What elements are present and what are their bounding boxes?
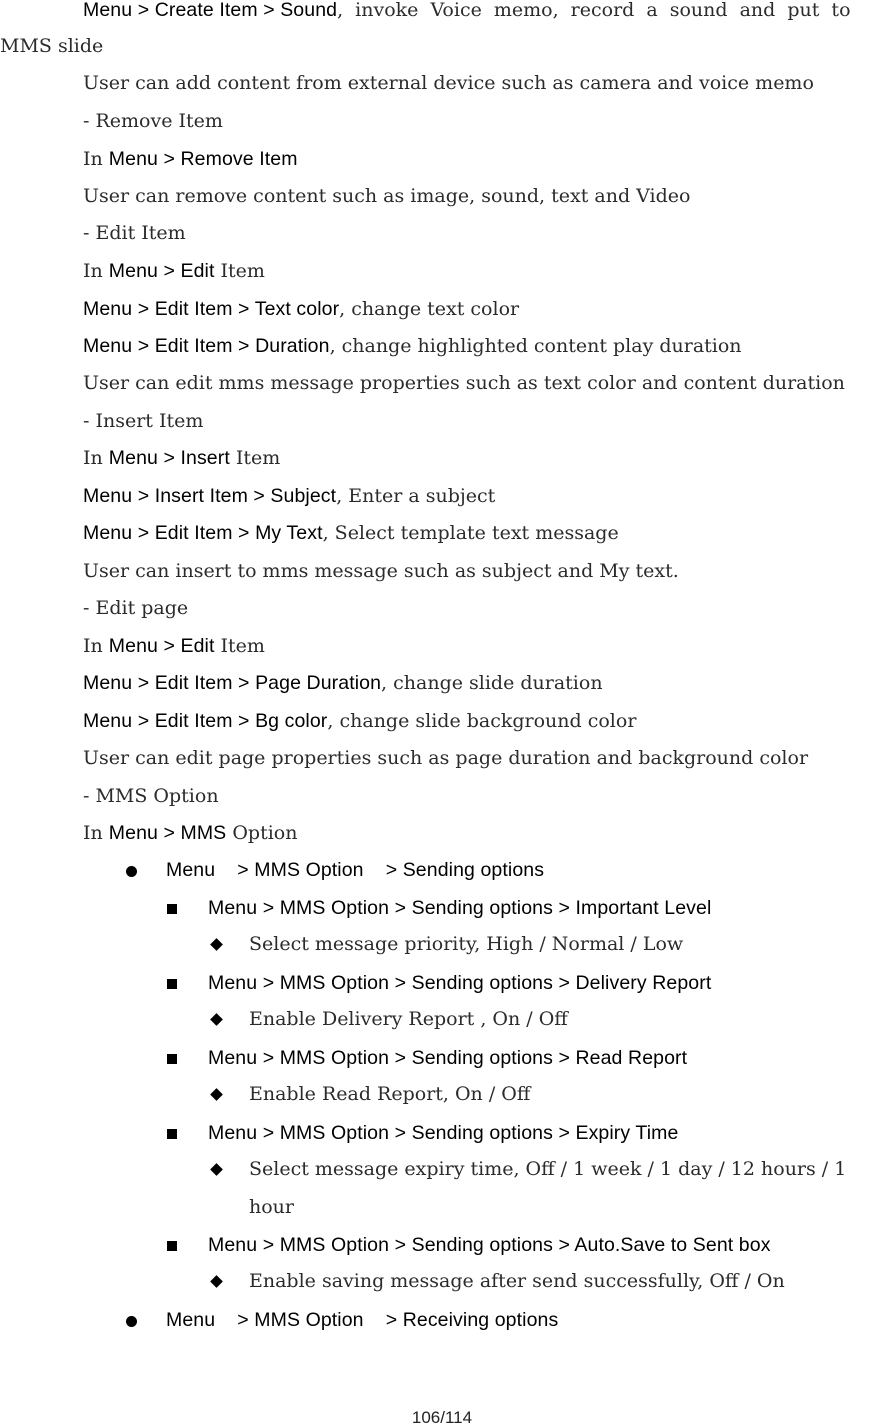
- menu-path: Menu > Edit: [108, 260, 215, 282]
- section-heading: - Edit Item: [83, 222, 186, 244]
- section-heading: - MMS Option: [83, 785, 219, 807]
- line-text: In: [83, 148, 109, 170]
- outline-item-desc: Select message expiry time, Off / 1 week / 1 day / 12 hours / 1: [249, 1158, 847, 1180]
- menu-path: Menu > Edit Item > Bg color: [83, 710, 328, 732]
- text-line: MMS slide: [0, 35, 104, 57]
- line-text: , Enter a subject: [336, 485, 496, 507]
- bullet-diamond-icon: [210, 1088, 223, 1101]
- text-line: User can insert to mms message such as subject and My text.: [83, 560, 679, 582]
- outline-item-title: Menu > MMS Option > Sending options > Delivery Report: [208, 972, 712, 994]
- text-line: User can edit page properties such as page duration and background color: [83, 747, 809, 769]
- line-text: In: [83, 635, 109, 657]
- outline-item-desc: Select message priority, High / Normal / Low: [249, 933, 684, 955]
- outline-heading: Menu > MMS Option > Sending options: [166, 859, 545, 881]
- section-heading: - Remove Item: [83, 110, 223, 132]
- outline-item-title: Menu > MMS Option > Sending options > Expiry Time: [208, 1122, 679, 1144]
- text-line: [83, 147, 298, 171]
- outline-item-title: Menu > MMS Option > Sending options > Auto.Save to Sent box: [208, 1234, 771, 1256]
- menu-path: Menu > Create Item > Sound: [83, 0, 338, 21]
- text-line: [83, 709, 636, 733]
- bullet-diamond-icon: [210, 1275, 223, 1288]
- text-line: [83, 0, 851, 22]
- bullet-square-icon: [167, 1054, 177, 1064]
- line-text: In: [83, 260, 109, 282]
- line-text: In: [83, 447, 109, 469]
- outline-item-desc-cont: hour: [249, 1196, 294, 1218]
- text-line: [83, 297, 519, 321]
- section-heading: - Edit page: [83, 597, 189, 619]
- menu-path: Menu > Insert Item > Subject: [83, 485, 337, 507]
- menu-path: Menu > Remove Item: [108, 148, 298, 170]
- menu-path: Menu > Edit Item > Text color: [83, 298, 340, 320]
- menu-path: Menu > Edit Item > Duration: [83, 335, 330, 357]
- line-text: , Select template text message: [322, 522, 619, 544]
- text-line: User can add content from external device such as camera and voice memo: [83, 72, 814, 94]
- text-line: User can remove content such as image, sound, text and Video: [83, 185, 691, 207]
- text-line: User can edit mms message properties such as text color and content duration: [83, 372, 845, 394]
- text-line: [83, 334, 742, 358]
- menu-path: Menu > MMS: [108, 822, 227, 844]
- bullet-square-icon: [167, 979, 177, 989]
- bullet-dot-icon: [126, 866, 137, 877]
- text-line: [83, 446, 280, 470]
- line-text: , change text color: [339, 298, 520, 320]
- line-text: Item: [214, 260, 265, 282]
- line-text: , change slide duration: [381, 672, 603, 694]
- menu-path: Menu > Edit Item > Page Duration: [83, 672, 382, 694]
- outline-item-desc: Enable Read Report, On / Off: [249, 1083, 531, 1105]
- menu-path: Menu > Edit: [108, 635, 215, 657]
- line-text: Option: [226, 822, 298, 844]
- menu-path: Menu > Edit Item > My Text: [83, 522, 323, 544]
- outline-item-desc: Enable Delivery Report , On / Off: [249, 1008, 568, 1030]
- bullet-diamond-icon: [210, 1013, 223, 1026]
- text-line: [83, 521, 619, 545]
- bullet-dot-icon: [126, 1316, 137, 1327]
- line-text: , change highlighted content play duration: [329, 335, 742, 357]
- outline-item-title: Menu > MMS Option > Sending options > Important Level: [208, 897, 712, 919]
- line-text: In: [83, 822, 109, 844]
- menu-path: Menu > Insert: [108, 447, 230, 469]
- line-text: , change slide background color: [327, 710, 637, 732]
- line-text: Item: [214, 635, 265, 657]
- text-line: [83, 821, 297, 845]
- outline-item-title: Menu > MMS Option > Sending options > Read Report: [208, 1047, 688, 1069]
- page-number: 106/114: [411, 1408, 473, 1427]
- section-heading: - Insert Item: [83, 410, 204, 432]
- text-line: [83, 634, 265, 658]
- line-text: , invoke Voice memo, record a sound and put to: [337, 0, 851, 21]
- line-text: Item: [229, 447, 281, 469]
- bullet-square-icon: [167, 1129, 177, 1139]
- outline-heading: Menu > MMS Option > Receiving options: [166, 1309, 559, 1331]
- text-line: [83, 671, 603, 695]
- outline-item-desc: Enable saving message after send successfully, Off / On: [249, 1270, 785, 1292]
- bullet-diamond-icon: [210, 938, 223, 951]
- bullet-square-icon: [167, 1241, 177, 1251]
- bullet-square-icon: [167, 904, 177, 914]
- bullet-diamond-icon: [210, 1163, 223, 1176]
- text-line: [83, 484, 495, 508]
- text-line: [83, 259, 265, 283]
